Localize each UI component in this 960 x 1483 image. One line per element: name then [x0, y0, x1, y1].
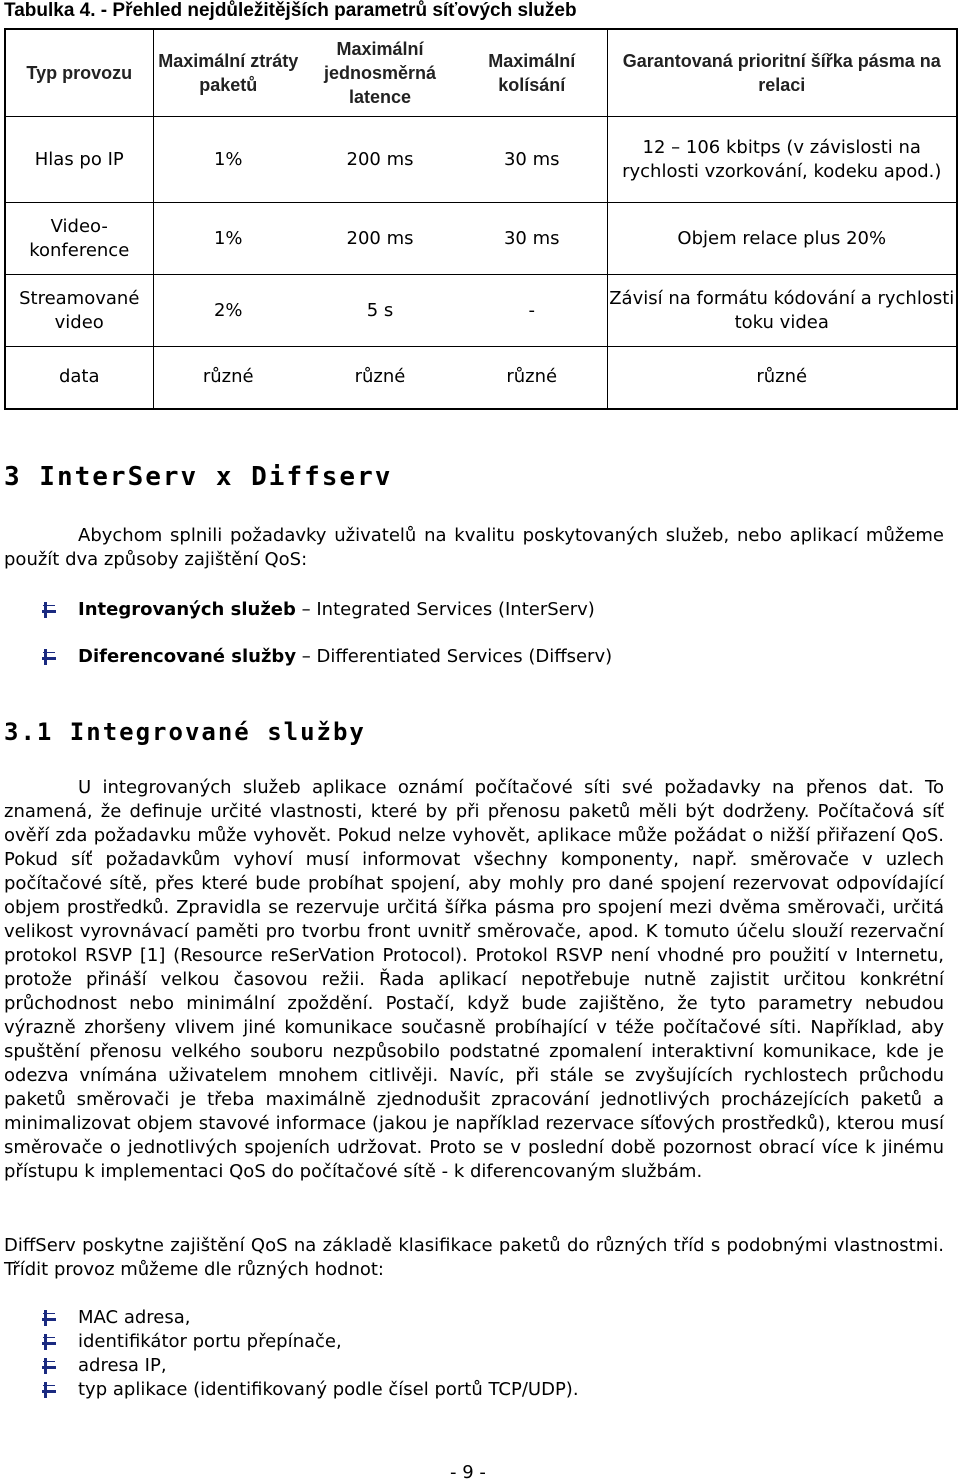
header-traffic-type: Typ provozu [5, 29, 153, 117]
table-cell: Objem relace plus 20% [607, 203, 957, 275]
bullet-text: – Differentiated Services (Diffserv) [296, 646, 613, 667]
table-row [5, 347, 957, 409]
bullet-text: adresa IP, [78, 1355, 167, 1376]
bullet-icon [42, 1382, 56, 1398]
table-cell: 1% [153, 117, 303, 203]
table-cell: Video-konference [5, 203, 153, 275]
bullet-text: – Integrated Services (InterServ) [295, 599, 595, 620]
bullet-bold-text: Diferencované služby [78, 646, 297, 667]
table-caption: Tabulka 4. - Přehled nejdůležitějších parametrů síťových služeb [4, 0, 577, 21]
table-header-row [5, 29, 957, 117]
bullet-text: typ aplikace (identifikovaný podle čísel portů TCP/UDP). [78, 1379, 579, 1400]
bullet-text: identifikátor portu přepínače, [78, 1331, 342, 1352]
table-cell: různé [202, 366, 254, 388]
header-latency: Maximální jednosměrná latence [303, 29, 457, 117]
section-3-1-paragraph: U integrovaných služeb aplikace oznámí počítačové síti své požadavky na přenos dat. To znamená, že definuje určité vlastnosti, které by při přenosu paketů měli být dodrženy. Počítačová síť ověří zda požadavku může vyhovět. Pokud nelze vyhovět, aplikace může požádat o nižší přiřazení QoS. Pokud síť požadavkům vyhoví musí informovat všechny komponenty, např. směrovače v uzlech počítačové sítě, přes které bude probíhat spojení, aby mohly pro dané spojení rezervovat odpovídající objem prostředků. Zpravidla se rezervuje určitá šířka pásma pro spojení mezi dvěma směrovači, určitá velikost vyrovnávací paměti pro tvorbu front uvnitř směrovače, apod. K tomuto účelu slouží rezervační protokol RSVP [1] (Resource reSerVation Protocol). Protokol RSVP není vhodné pro použití v Internetu, protože přináší velkou časovou režii. Řada aplikací nepotřebuje nutně zajistit určitou konkrétní průchodnost nebo minimální zpoždění. Postačí, když bude zajištěno, že tyto parametry nebudou výrazně zhoršeny vlivem jiné komunikace současně probíhající v téže počítačové síti. Například, aby spuštění přenosu velkého souboru nezpůsobilo podstatné zpomalení interaktivní komunikace, kde je odezva vnímána uživatelem mnohem citlivěji. Navíc, při stále se zvyšujících rychlostech průchodu paketů směrovači je třeba maximálně zjednodušit zpracování jednotlivých procházejících paketů a minimalizovat objem stavové informace (jakou je například rezervace síťových prostředků), kterou musí směrovače o jednotlivých spojeních udržovat. Proto se v poslední době pozornost obrací více k jinému přístupu k implementaci QoS do počítačové sítě - k diferencovaným službám. [4, 777, 944, 1182]
section-3-1-heading: 3.1 Integrované služby [4, 718, 366, 746]
parameters-table [4, 28, 958, 410]
table-cell: 30 ms [457, 203, 607, 275]
bullet-icon [42, 1358, 56, 1374]
bullet-text: MAC adresa, [78, 1307, 191, 1328]
bullet-icon [42, 649, 56, 665]
table-row [5, 203, 957, 275]
table-cell: data [5, 347, 153, 409]
bullet-icon [42, 602, 56, 618]
section-3-intro: Abychom splnili požadavky uživatelů na kvalitu poskytovaných služeb, nebo aplikací můžeme použít dva způsoby zajištění QoS: [4, 525, 944, 570]
diffserv-paragraph: DiffServ poskytne zajištění QoS na základě klasifikace paketů do různých tříd s podobnými vlastnostmi. Třídit provoz můžeme dle různých hodnot: [4, 1235, 944, 1280]
header-packet-loss: Maximální ztráty paketů [153, 29, 303, 117]
table-cell: 1% [153, 203, 303, 275]
table-cell: 12 – 106 kbitps (v závislosti na rychlosti vzorkování, kodeku apod.) [607, 117, 957, 203]
table-cell: 5 s [303, 275, 457, 347]
table-row [5, 275, 957, 347]
table-row [5, 117, 957, 203]
header-jitter: Maximální kolísání [457, 29, 607, 117]
section-3-heading: 3 InterServ x Diffserv [4, 462, 393, 492]
bullet-icon [42, 1310, 56, 1326]
bullet-icon [42, 1334, 56, 1350]
table-cell: různé [354, 366, 406, 388]
table-cell: 200 ms [303, 203, 457, 275]
table-cell: 200 ms [303, 117, 457, 203]
table-cell: Závisí na formátu kódování a rychlosti toku videa [607, 275, 957, 347]
table-cell: různé [506, 366, 558, 388]
table-cell: různé [607, 347, 957, 409]
table-cell: - [457, 275, 607, 347]
bullet-bold-text: Integrovaných služeb [78, 599, 296, 620]
table-cell: 30 ms [457, 117, 607, 203]
table-cell: 2% [153, 275, 303, 347]
table-cell: Hlas po IP [5, 117, 153, 203]
header-bandwidth: Garantovaná prioritní šířka pásma na relaci [607, 29, 957, 117]
table-cell: Streamované video [5, 275, 153, 347]
page-number: - 9 - [450, 1462, 486, 1483]
